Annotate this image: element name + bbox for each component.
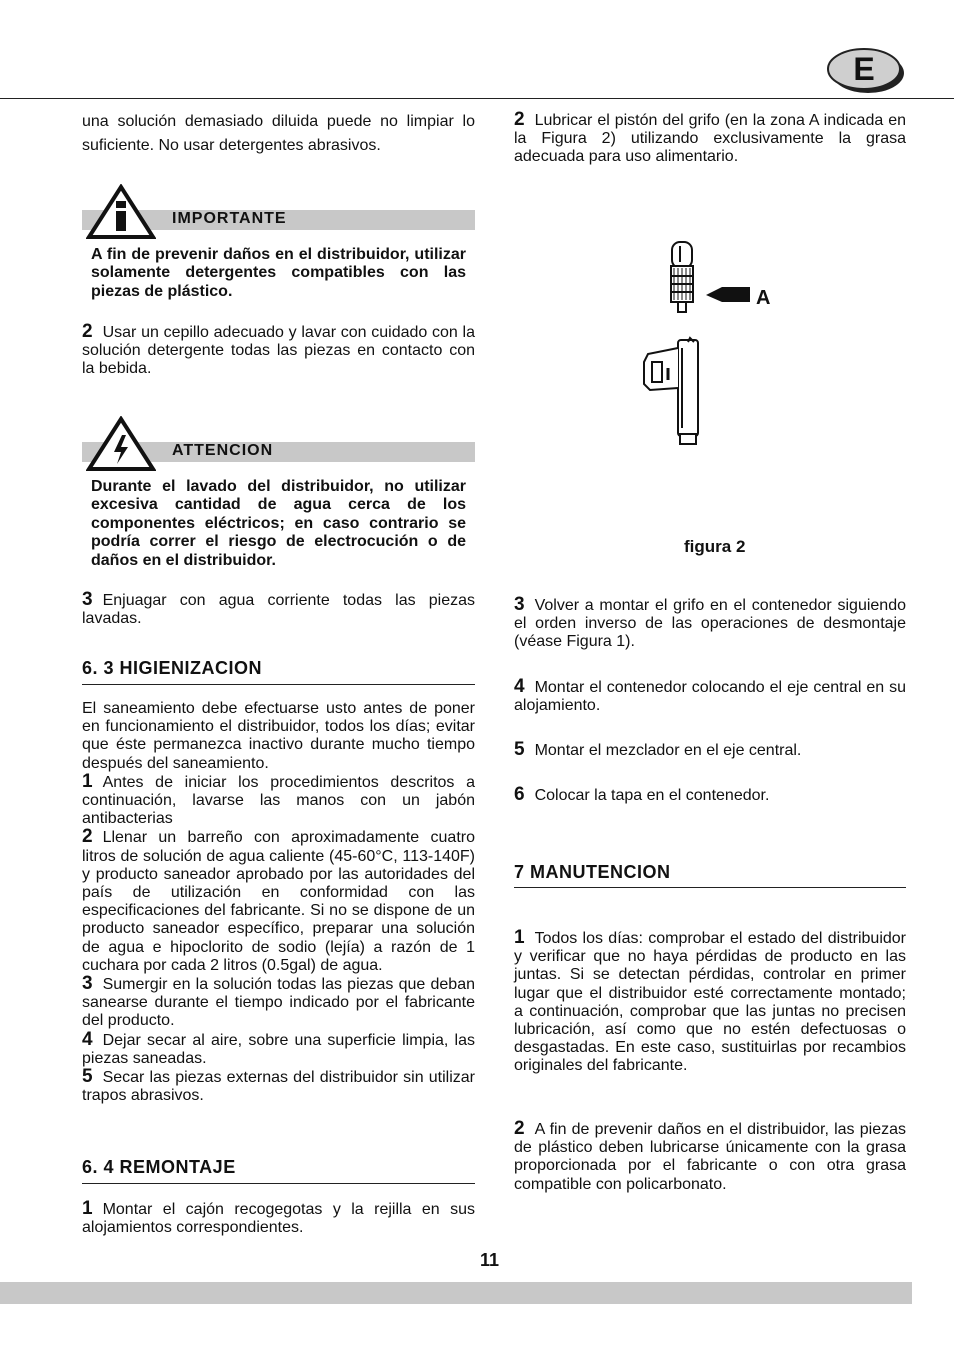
section-7-rule: [514, 887, 906, 888]
attention-body: Durante el lavado del distribuidor, no utilizar excesiva cantidad de agua cerca de los componentes eléctricos; en caso contrario se podría correr el riesgo de electrocución o de daños en el distribuidor.: [91, 478, 466, 569]
electrical-hazard-icon: [86, 416, 156, 472]
section-6-4-step-1: 1 Montar el cajón recogegotas y la rejilla en sus alojamientos correspondientes.: [82, 1198, 475, 1237]
intro-paragraph: una solución demasiado diluida puede no limpiar lo suficiente. No usar detergentes abrasivos.: [82, 113, 475, 154]
step-5-mixer: 5 Montar el mezclador en el eje central.: [514, 739, 802, 761]
section-6-3-step: 4 Dejar secar al aire, sobre una superficie limpia, las piezas saneadas.: [82, 1028, 475, 1067]
important-title: IMPORTANTE: [172, 210, 287, 227]
section-6-4-rule: [82, 1183, 475, 1184]
step-3-rinse: 3 Enjuagar con agua corriente todas las piezas lavadas.: [82, 589, 475, 628]
step-2-lubricate: 2 Lubricar el pistón del grifo (en la zona A indicada en la Figura 2) utilizando exclusivamente la grasa adecuada para uso alimentario.: [514, 109, 906, 166]
section-6-3-step: 1 Antes de iniciar los procedimientos descritos a continuación, lavarse las manos con un jabón antibacterias: [82, 770, 475, 828]
section-6-3-step: 5 Secar las piezas externas del distribuidor sin utilizar trapos abrasivos.: [82, 1066, 475, 1105]
section-6-3-title: 6. 3 HIGIENIZACION: [82, 658, 263, 678]
figure-caption: figura 2: [684, 537, 746, 556]
section-6-3-intro: El saneamiento debe efectuarse usto antes de poner en funcionamiento el distribuidor, todos los días; evitar que éste permanezca inactivo durante mucho tiempo después del saneamiento.: [82, 700, 475, 772]
step-3-reassemble: 3 Volver a montar el grifo en el contenedor siguiendo el orden inverso de las operaciones de desmontaje (véase Figura 1).: [514, 594, 906, 651]
attention-title: ATTENCION: [172, 442, 274, 459]
section-6-3-body: [82, 700, 475, 1105]
page-number: 11: [480, 1250, 500, 1270]
info-icon: [86, 184, 156, 240]
figure-label-a: A: [756, 287, 771, 309]
important-body: A fin de prevenir daños en el distribuidor, utilizar solamente detergentes compatibles con las piezas de plástico.: [91, 246, 466, 300]
step-4-container: 4 Montar el contenedor colocando el eje central en su alojamiento.: [514, 675, 906, 714]
right-steps: [514, 596, 906, 805]
language-badge: [824, 44, 904, 94]
step-6-lid: 6 Colocar la tapa en el contenedor.: [514, 784, 770, 806]
section-7-step-2: 2 A fin de prevenir daños en el distribuidor, las piezas de plástico deben lubricarse únicamente con la grasa proporcionada por el fabricante o con otra grasa compatible con policarbonato.: [514, 1118, 906, 1193]
language-badge-letter: E: [853, 51, 875, 87]
section-6-3-rule: [82, 684, 475, 685]
section-7-step-1: 1 Todos los días: comprobar el estado del distribuidor y verificar que no haya pérdidas de producto en las juntas. Si se detectan pérdidas, controlar en primer lugar que el distribuidor esté correctamente montado; a continuación, comprobar que las juntas no precisen lubricación, así como que no estén defectuosas o desgastadas. En este caso, sustituirlas por recambios originales del fabricante.: [514, 927, 906, 1075]
section-7-title: 7 MANUTENCION: [514, 862, 671, 882]
step-2-wash: 2 Usar un cepillo adecuado y lavar con cuidado con la solución detergente todas las piezas en contacto con la bebida.: [82, 321, 475, 378]
faucet-piston-figure: [640, 238, 780, 450]
section-6-4-title: 6. 4 REMONTAJE: [82, 1157, 236, 1177]
section-6-3-step: 3 Sumergir en la solución todas las piezas que deban sanearse durante el tiempo indicado por el fabricante del producto.: [82, 973, 475, 1030]
header-rule: [0, 98, 954, 99]
footer-band: [0, 1282, 912, 1304]
section-6-3-step: 2 Llenar un barreño con aproximadamente cuatro litros de solución de agua caliente (45-60°C, 113-140F) y producto saneador aprobado por las autoridades del país de utilización en conformidad con las especificaciones del fabricante. Si no se dispone de un producto saneador específico, preparar una solución de agua e hipoclorito de sodio (lejía) a razón de 1 cuchara por cada 2 litros (0.5gal) de agua.: [82, 826, 475, 974]
